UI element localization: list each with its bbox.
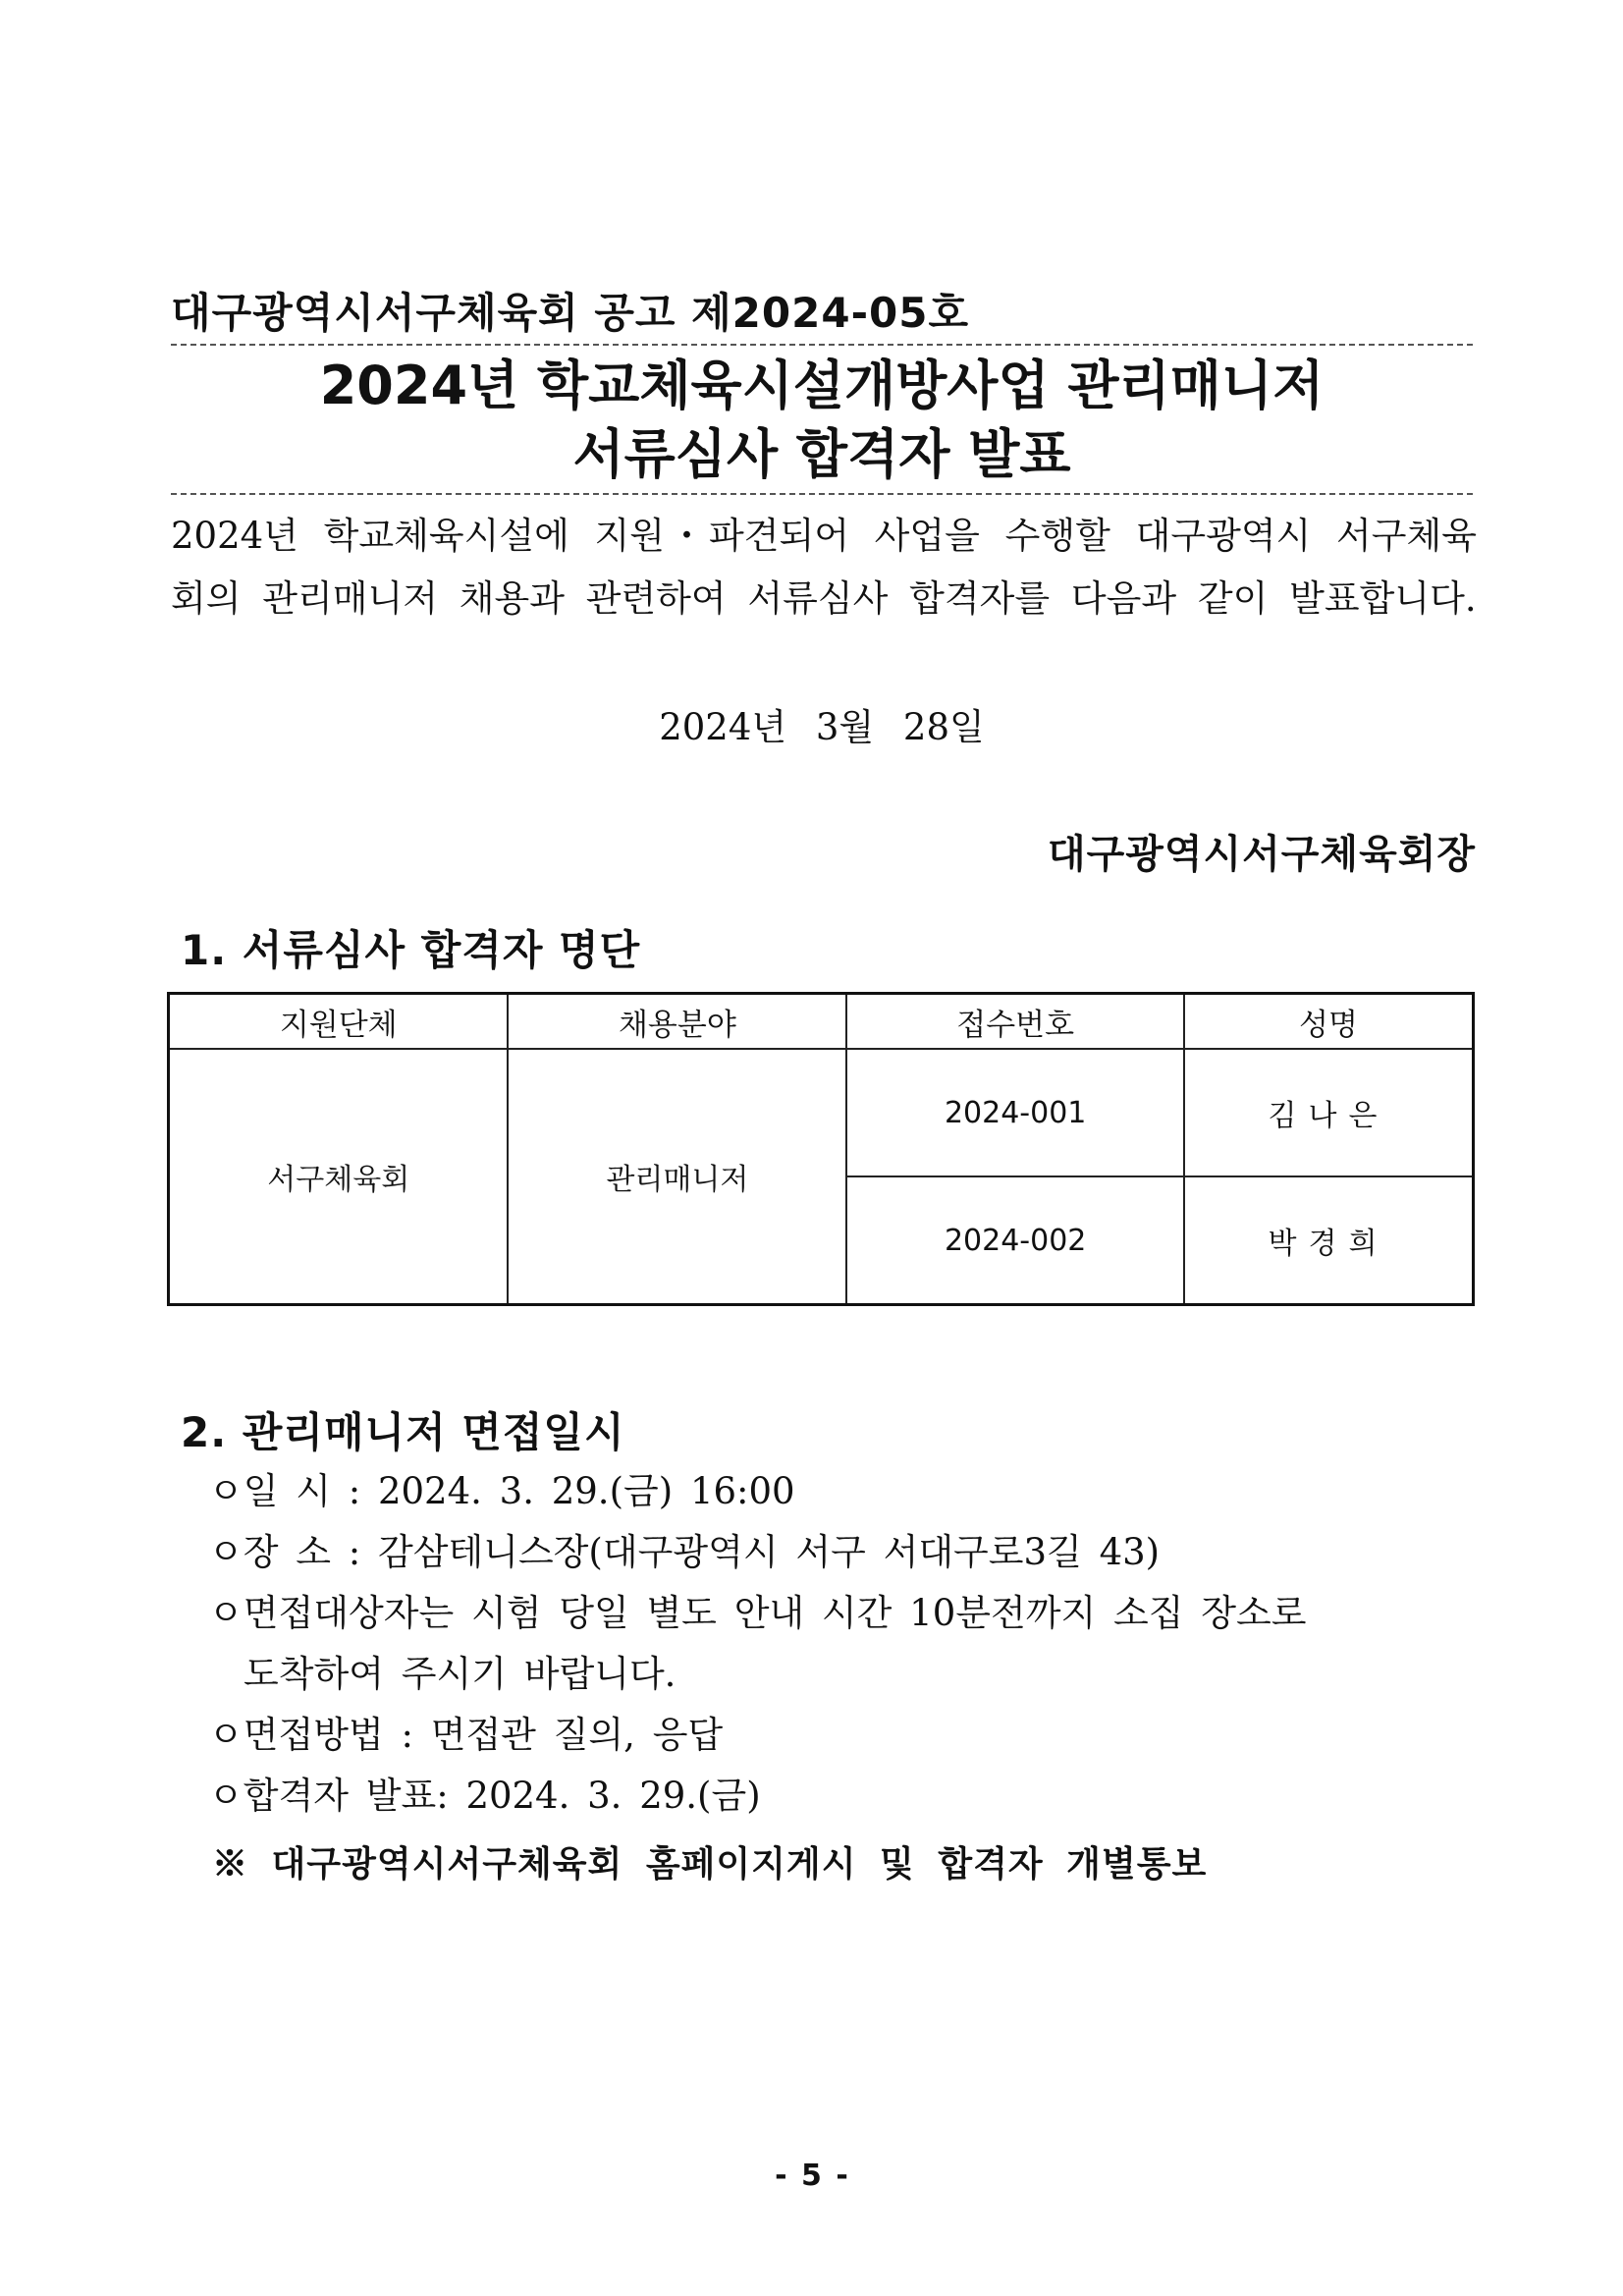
column-header: 지원단체 — [169, 994, 509, 1050]
interview-method: ㅇ면접방법 : 면접관 질의, 응답 — [208, 1714, 724, 1756]
title-top-rule — [171, 344, 1473, 346]
interview-details — [208, 1461, 1485, 1827]
section-1-heading: 1. 서류심사 합격자 명단 — [181, 926, 641, 974]
announcement-date: 2024년 3월 28일 — [659, 706, 985, 748]
page-number: - 5 - — [775, 2159, 848, 2193]
title-bottom-rule — [171, 493, 1473, 495]
column-header: 채용분야 — [508, 994, 846, 1050]
receipt-number-cell: 2024-002 — [846, 1176, 1184, 1305]
field-cell: 관리매니저 — [508, 1049, 846, 1305]
name-cell: 김나은 — [1184, 1049, 1473, 1176]
result-announcement: ㅇ합격자 발표: 2024. 3. 29.(금) — [208, 1775, 761, 1817]
table-header-row — [169, 994, 1474, 1050]
signer: 대구광역시서구체육회장 — [1047, 832, 1476, 877]
interview-datetime: ㅇ일 시 : 2024. 3. 29.(금) 16:00 — [208, 1470, 795, 1512]
notice-number: 대구광역시서구체육회 공고 제2024-05호 — [171, 289, 970, 337]
receipt-number-cell: 2024-001 — [846, 1049, 1184, 1176]
interview-arrival-note: ㅇ면접대상자는 시험 당일 별도 안내 시간 10분전까지 소집 장소로 — [208, 1592, 1307, 1634]
interview-arrival-note-continued: 도착하여 주시기 바랍니다. — [243, 1653, 676, 1695]
column-header: 성명 — [1184, 994, 1473, 1050]
name-cell: 박경희 — [1184, 1176, 1473, 1305]
section-2-heading: 2. 관리매니저 면접일시 — [181, 1408, 625, 1456]
passer-table — [167, 992, 1475, 1306]
intro-paragraph: 2024년 학교체육시설에 지원・파견되어 사업을 수행할 대구광역시 서구체육회의 관리매니저 채용과 관련하여 서류심사 합격자를 다음과 같이 발표합니다. — [171, 515, 1477, 620]
title-line-2: 서류심사 합격자 발표 — [572, 423, 1071, 485]
interview-location: ㅇ장 소 : 감삼테니스장(대구광역시 서구 서대구로3길 43) — [208, 1531, 1161, 1573]
table-row — [169, 1049, 1474, 1176]
column-header: 접수번호 — [846, 994, 1184, 1050]
title-line-1: 2024년 학교체육시설개방사업 관리매니저 — [319, 355, 1325, 416]
group-cell: 서구체육회 — [169, 1049, 509, 1305]
notification-note: ※ 대구광역시서구체육회 홈페이지게시 및 합격자 개별통보 — [212, 1843, 1208, 1885]
